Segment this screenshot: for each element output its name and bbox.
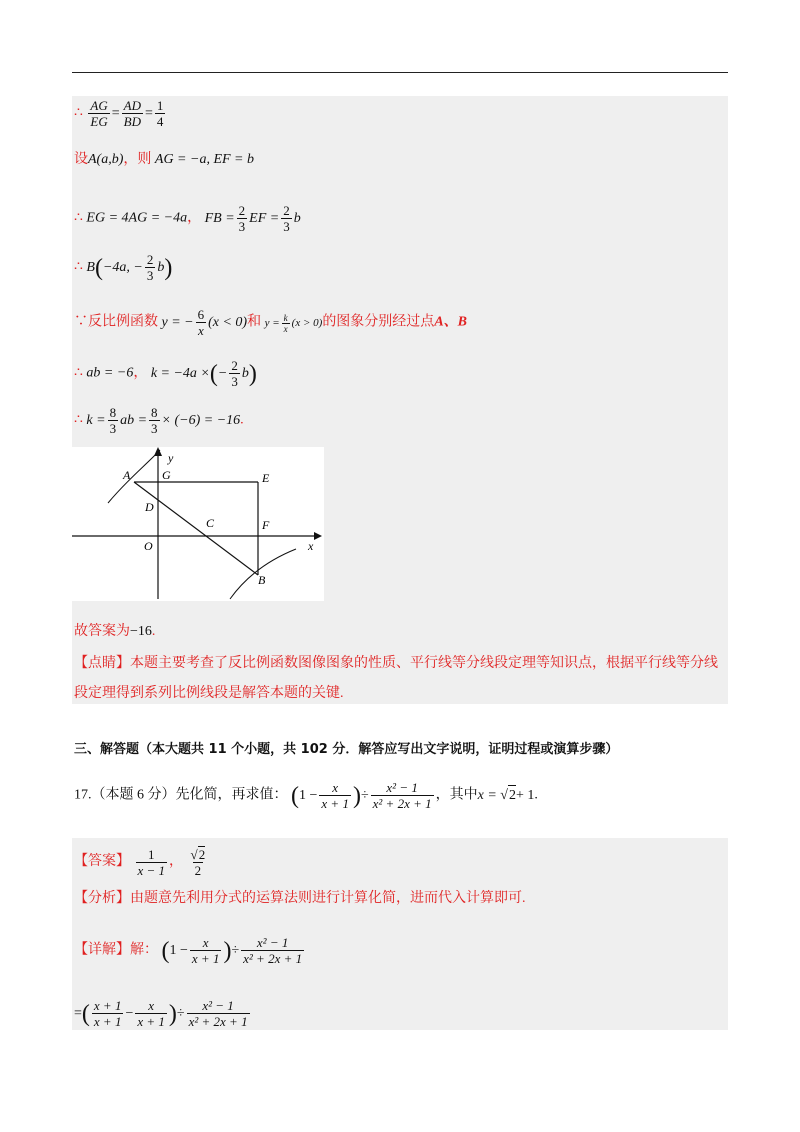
label-E: E [262,471,270,485]
geometry-figure [72,447,324,601]
label-B: B [258,573,266,587]
x-axis-arrow [314,532,322,540]
q17-detail-step: =( $\frac{x + 1}{x + 1}$ − $\frac{x}{x + 1}$ )÷ $\frac{\text{x² − 1}}{\text{x² + 2x + 1}}$ [74,998,248,1029]
section-title: 三、解答题（本大题共 11 个小题，共 102 分．解答应写出文字说明，证明过程或演算步骤） [74,742,619,757]
question-17: 17.（本题 6 分）先化简，再求值： (1 − $\frac{x}{x + 1}$ )÷ $\frac{\text{x² − 1}}{\text{x² + 2x + 1}}$ ，其中x = √2+ 1. [74,780,538,811]
label-F: F [262,518,270,532]
q17-detail: 【详解】解： (1 − $\frac{x}{x + 1}$ )÷ $\frac{\text{x² − 1}}{\text{x² + 2x + 1}}$ [74,935,303,966]
answer-line: 故答案为−16. [74,624,156,639]
label-C: C [206,516,215,530]
step-eg-fb: ∴ EG = 4AG = −4a， FB = $\frac{2}{3}$ EF = $\frac{2}{3}$ b [74,203,301,234]
step-point-b: ∴ B(−4a, − $\frac{2}{3}$ b) [74,252,173,283]
label-O: O [144,539,153,553]
comment-line-1: 【点睛】本题主要考查了反比例函数图像图象的性质、平行线等分线段定理等知识点，根据平行线等分线 [74,656,718,671]
comment-tag: 【点睛】 [74,656,130,671]
step-ab-k: ∴ ab = −6， k = −4a ×(− $\frac{2}{3}$ b) [74,358,257,389]
q17-answer: 【答案】 $\frac{1}{x - 1}$ ， $\frac{√2}{2}$ [74,846,206,878]
header-rule [72,72,728,73]
label-D: D [145,500,154,514]
solution-panel-top [72,96,728,704]
step-k-value: ∴ k = $\frac{8}{3}$ ab = $\frac{8}{3}$ × (−6) = −16. [74,405,244,436]
detail-tag: 【详解】 [74,942,130,958]
step-ratio: ∴ $\frac{AG}{EG}$ = $\frac{AD}{BD}$ = $\frac{1}{4}$ [74,98,164,129]
label-A: A [123,468,131,482]
label-G: G [162,468,171,482]
q17-analysis: 【分析】由题意先利用分式的运算法则进行计算化简，进而代入计算即可. [74,891,526,906]
segment-ab [134,482,258,575]
comment-line-2: 段定理得到系列比例线段是解答本题的关键. [74,686,344,701]
figure-svg [72,447,324,601]
label-y: y [168,450,174,465]
label-x: x [308,539,314,553]
analysis-tag: 【分析】 [74,891,130,906]
step-functions: ∵反比例函数 y = − $\frac{6}{x}$ (x < 0)和 y = $\frac{k}{x}$ (x > 0)的图象分别经过点A、B [74,307,467,338]
step-let-point: 设A(a,b)，则 AG = −a, EF = b [74,152,254,167]
answer-tag: 【答案】 [74,854,130,870]
